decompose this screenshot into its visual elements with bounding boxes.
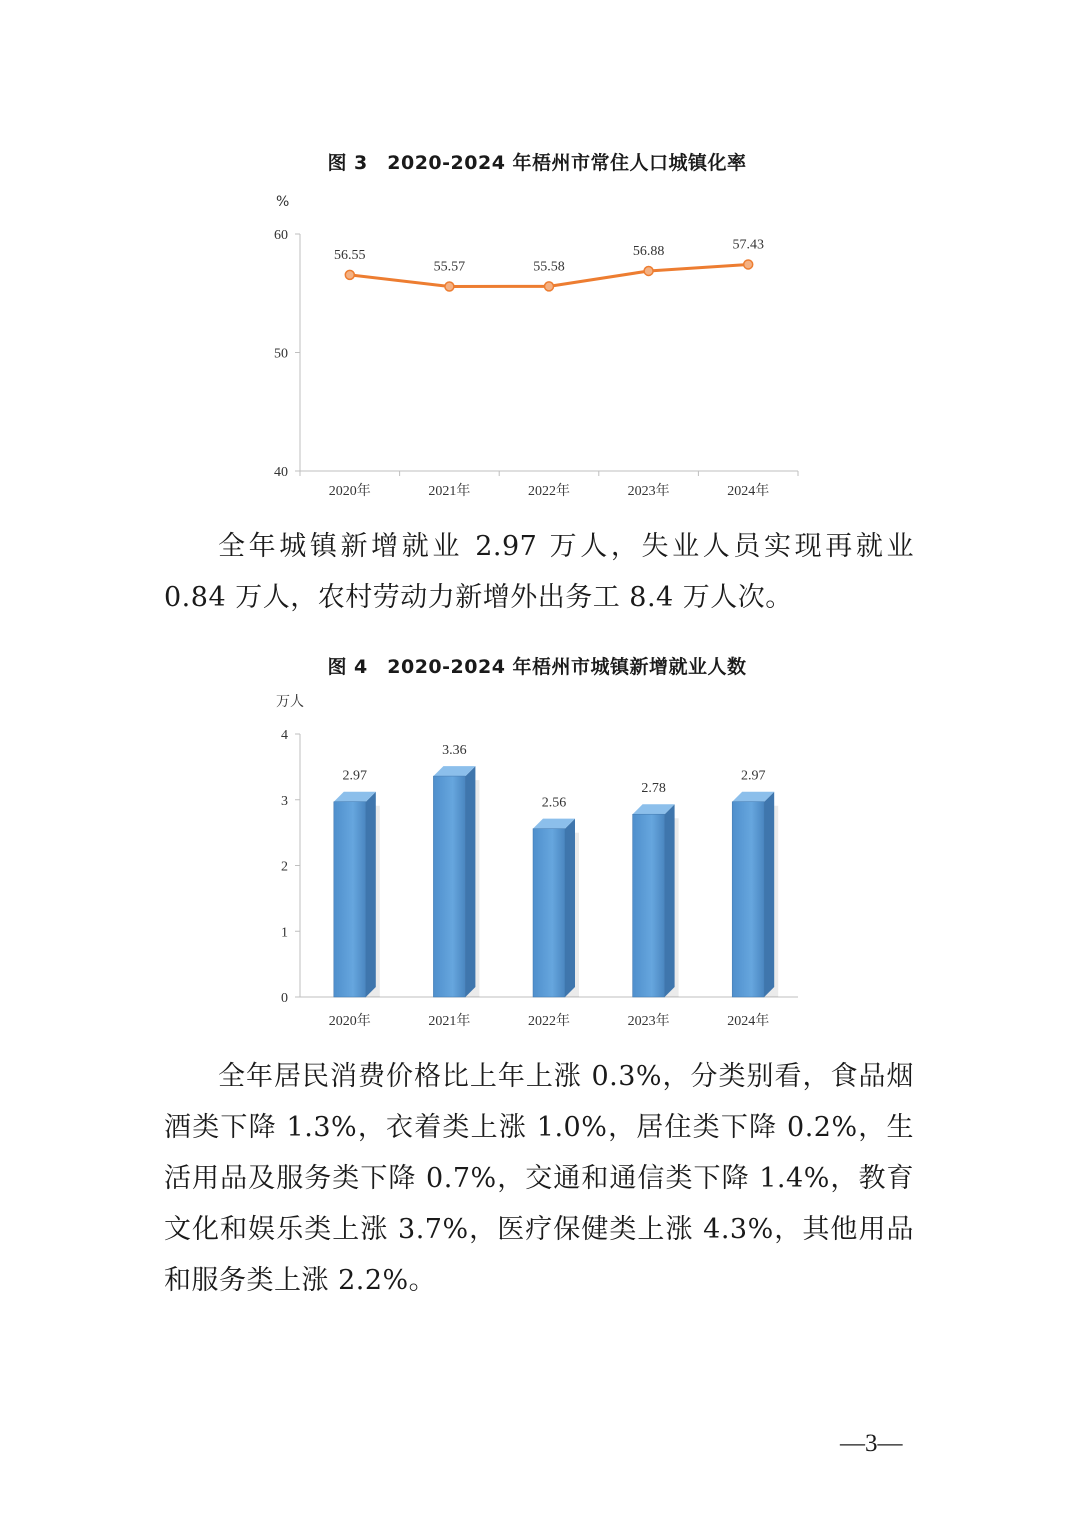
y-axis-unit: % <box>276 194 290 210</box>
data-label: 56.88 <box>632 243 665 259</box>
employment-bar-chart <box>0 690 1074 1040</box>
y-tick-label: 3 <box>281 793 288 809</box>
employment-paragraph: 全年城镇新增就业 2.97 万人，失业人员实现再就业 0.84 万人，农村劳动力新增外出务工 8.4 万人次。 <box>164 531 914 613</box>
y-tick-label: 50 <box>274 346 288 362</box>
bar <box>732 802 764 997</box>
y-tick-label: 4 <box>281 728 288 743</box>
bar <box>334 802 366 997</box>
bar-side <box>366 792 376 997</box>
y-tick-label: 60 <box>274 228 288 243</box>
bar-side <box>764 792 774 997</box>
x-tick-label: 2021年 <box>428 484 471 499</box>
bar-side <box>565 819 575 997</box>
x-tick-label: 2021年 <box>428 1014 471 1029</box>
urbanization-line-chart <box>0 180 1074 510</box>
x-tick-label: 2024年 <box>727 1014 770 1029</box>
y-tick-label: 2 <box>281 859 288 875</box>
data-point <box>545 282 554 291</box>
x-tick-label: 2020年 <box>328 1014 371 1029</box>
bar-side <box>665 804 675 997</box>
figure-3-title: 图 3 2020-2024 年梧州市常住人口城镇化率 <box>327 152 747 174</box>
data-point <box>644 266 653 275</box>
data-label: 2.56 <box>541 795 567 811</box>
data-label: 2.97 <box>740 768 766 784</box>
y-tick-label: 0 <box>281 991 288 1006</box>
figure-4-title: 图 4 2020-2024 年梧州市城镇新增就业人数 <box>327 656 747 678</box>
x-tick-label: 2022年 <box>528 1014 570 1029</box>
data-point <box>744 260 753 269</box>
bar <box>433 776 465 997</box>
x-tick-label: 2024年 <box>727 484 770 499</box>
bar <box>633 814 665 997</box>
x-tick-label: 2022年 <box>528 484 570 499</box>
data-point <box>345 270 354 279</box>
data-label: 3.36 <box>442 743 467 759</box>
y-tick-label: 1 <box>281 925 288 941</box>
y-axis-unit: 万人 <box>276 694 304 710</box>
data-label: 2.78 <box>641 781 666 797</box>
x-tick-label: 2020年 <box>328 484 371 499</box>
cpi-paragraph: 全年居民消费价格比上年上涨 0.3%，分类别看，食品烟酒类下降 1.3%，衣着类上涨 1.0%，居住类下降 0.2%，生活用品及服务类下降 0.7%，交通和通信类下降 1.4%，教育文化和娱乐类上涨 3.7%，医疗保健类上涨 4.3%，其他用品和服务类上涨 2.2%。 <box>164 1061 914 1296</box>
x-tick-label: 2023年 <box>627 1014 670 1029</box>
bar-side <box>465 766 475 997</box>
page-number: —3— <box>840 1430 903 1457</box>
data-label: 55.57 <box>433 259 466 275</box>
data-point <box>445 282 454 291</box>
y-tick-label: 40 <box>274 465 288 480</box>
data-label: 57.43 <box>732 237 764 253</box>
bar <box>533 829 565 997</box>
data-label: 2.97 <box>342 768 368 784</box>
data-label: 56.55 <box>334 247 366 263</box>
data-label: 55.58 <box>533 259 565 275</box>
x-tick-label: 2023年 <box>627 484 670 499</box>
